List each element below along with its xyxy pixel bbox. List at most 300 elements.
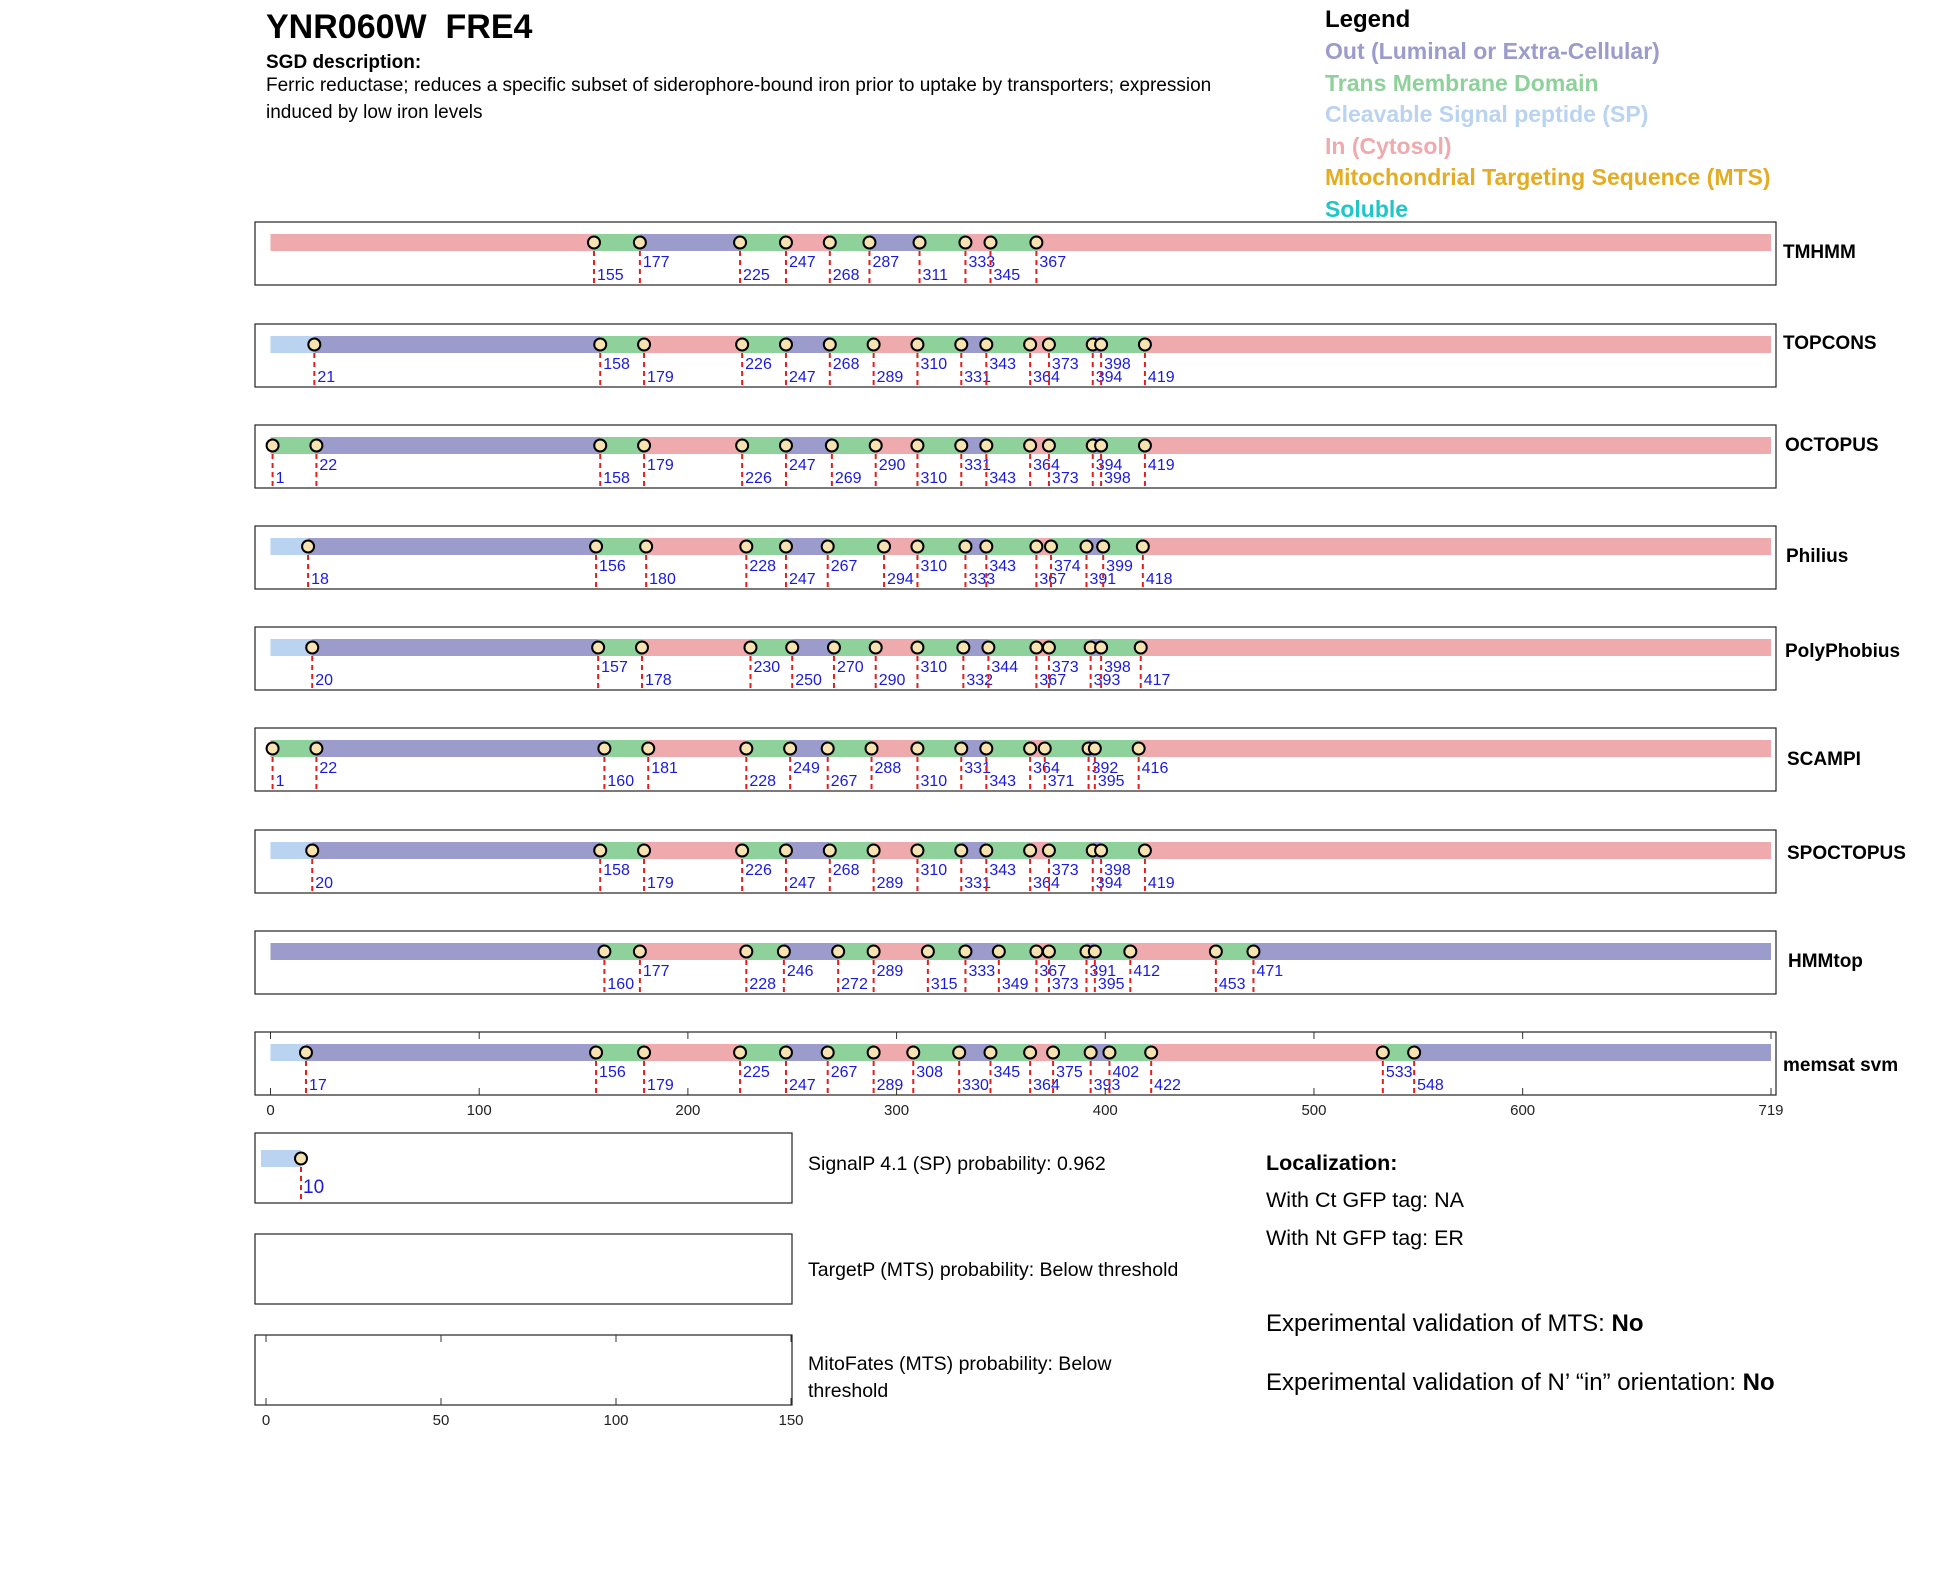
segment-in <box>640 943 746 960</box>
boundary-marker <box>740 541 752 553</box>
boundary-marker <box>980 440 992 452</box>
legend-item-mts: Mitochondrial Targeting Sequence (MTS) <box>1325 164 1771 190</box>
position-label: 373 <box>1051 356 1079 373</box>
position-label: 10 <box>303 1177 325 1198</box>
segment-out <box>316 740 604 757</box>
boundary-marker <box>598 743 610 755</box>
position-label: 289 <box>876 875 904 892</box>
boundary-marker <box>1377 1047 1389 1059</box>
boundary-marker <box>306 642 318 654</box>
position-label: 270 <box>836 659 864 676</box>
position-label: 247 <box>788 1077 816 1094</box>
position-label: 179 <box>647 875 674 892</box>
boundary-marker <box>642 743 654 755</box>
position-label: 373 <box>1051 470 1079 487</box>
boundary-marker <box>594 440 606 452</box>
axis-tick-label: 500 <box>1301 1102 1327 1119</box>
segment-out <box>306 1044 596 1061</box>
boundary-marker <box>1030 541 1042 553</box>
position-label: 177 <box>642 254 670 271</box>
position-label: 230 <box>753 659 781 676</box>
legend-title: Legend <box>1325 6 1411 33</box>
position-label: 247 <box>788 457 816 474</box>
position-label: 419 <box>1147 875 1175 892</box>
position-label: 160 <box>607 976 635 993</box>
boundary-marker <box>1089 743 1101 755</box>
boundary-marker <box>953 1047 965 1059</box>
boundary-marker <box>594 339 606 351</box>
position-label: 310 <box>920 470 948 487</box>
boundary-marker <box>955 845 967 857</box>
orientation-validation <box>1266 1369 1775 1397</box>
position-label: 364 <box>1033 1077 1060 1094</box>
position-label: 371 <box>1047 773 1075 790</box>
boundary-marker <box>1135 642 1147 654</box>
position-label: 158 <box>603 470 630 487</box>
mitofates-probability-line2: threshold <box>808 1380 889 1402</box>
boundary-marker <box>1095 339 1107 351</box>
boundary-marker <box>634 946 646 958</box>
boundary-marker <box>911 743 923 755</box>
position-label: 18 <box>311 571 329 588</box>
boundary-marker <box>1124 946 1136 958</box>
position-label: 249 <box>793 760 820 777</box>
boundary-marker <box>1024 440 1036 452</box>
boundary-marker <box>740 946 752 958</box>
position-label: 331 <box>964 457 991 474</box>
position-label: 333 <box>968 571 996 588</box>
boundary-marker <box>959 541 971 553</box>
position-label: 417 <box>1143 672 1171 689</box>
legend-item-sp: Cleavable Signal peptide (SP) <box>1325 101 1649 127</box>
position-label: 373 <box>1051 976 1079 993</box>
signalp-probability: SignalP 4.1 (SP) probability: 0.962 <box>808 1153 1106 1175</box>
position-label: 268 <box>832 356 860 373</box>
segment-out <box>316 437 600 454</box>
boundary-marker <box>911 541 923 553</box>
position-label: 226 <box>745 470 772 487</box>
orientation-validation-label: Experimental validation of N’ “in” orientation: <box>1266 1369 1743 1396</box>
boundary-marker <box>1043 440 1055 452</box>
position-label: 177 <box>642 963 670 980</box>
position-label: 20 <box>315 672 334 689</box>
segment-in <box>644 336 742 353</box>
boundary-marker <box>993 946 1005 958</box>
position-label: 331 <box>964 875 991 892</box>
segment-in <box>642 639 751 656</box>
legend-item-out: Out (Luminal or Extra-Cellular) <box>1325 38 1660 64</box>
position-label: 228 <box>749 558 777 575</box>
segment-in <box>1145 437 1771 454</box>
position-label: 1 <box>275 773 285 790</box>
position-label: 394 <box>1095 457 1123 474</box>
boundary-marker <box>740 743 752 755</box>
boundary-marker <box>590 541 602 553</box>
position-label: 374 <box>1054 558 1081 575</box>
boundary-marker <box>638 440 650 452</box>
position-label: 398 <box>1104 470 1131 487</box>
boundary-marker <box>634 237 646 249</box>
position-label: 226 <box>745 356 772 373</box>
position-label: 394 <box>1095 875 1123 892</box>
boundary-marker <box>736 339 748 351</box>
position-label: 364 <box>1033 369 1060 386</box>
boundary-marker <box>780 1047 792 1059</box>
boundary-marker <box>984 1047 996 1059</box>
position-label: 375 <box>1056 1064 1083 1081</box>
legend-item-in: In (Cytosol) <box>1325 132 1452 159</box>
signal-axis-tick-label: 50 <box>432 1412 450 1429</box>
boundary-marker <box>780 237 792 249</box>
boundary-marker <box>1030 237 1042 249</box>
segment-in <box>1145 336 1771 353</box>
track-label-spoctopus: SPOCTOPUS <box>1787 843 1906 864</box>
position-label: 344 <box>991 659 1019 676</box>
position-label: 310 <box>920 862 948 879</box>
mts-validation <box>1266 1310 1643 1338</box>
position-label: 333 <box>968 254 996 271</box>
boundary-marker <box>310 440 322 452</box>
position-label: 332 <box>966 672 994 689</box>
position-label: 250 <box>795 672 822 689</box>
segment-tm <box>917 538 965 555</box>
position-label: 399 <box>1106 558 1133 575</box>
signal-axis-tick-label: 100 <box>603 1412 629 1429</box>
segment-out <box>314 336 600 353</box>
boundary-marker <box>911 339 923 351</box>
segment-in <box>1130 943 1216 960</box>
track-label-hmmtop: HMMtop <box>1788 951 1863 972</box>
position-label: 17 <box>308 1077 327 1094</box>
boundary-marker <box>868 845 880 857</box>
segment-in <box>271 234 594 251</box>
position-label: 246 <box>786 963 814 980</box>
signal-box-targetp <box>255 1234 792 1304</box>
boundary-marker <box>984 237 996 249</box>
segment-out <box>1414 1044 1771 1061</box>
signal-box-mitofates <box>255 1335 792 1405</box>
boundary-marker <box>1139 339 1151 351</box>
boundary-marker <box>588 237 600 249</box>
position-label: 179 <box>647 457 674 474</box>
boundary-marker <box>638 1047 650 1059</box>
segment-tm <box>986 538 1036 555</box>
segment-out <box>308 538 596 555</box>
boundary-marker <box>267 440 279 452</box>
position-label: 533 <box>1385 1064 1413 1081</box>
boundary-marker <box>822 1047 834 1059</box>
boundary-marker <box>1024 339 1036 351</box>
boundary-marker <box>1139 845 1151 857</box>
boundary-marker <box>300 1047 312 1059</box>
boundary-marker <box>870 642 882 654</box>
segment-in <box>644 437 742 454</box>
segment-out <box>640 234 740 251</box>
position-label: 268 <box>832 862 860 879</box>
position-label: 367 <box>1039 571 1067 588</box>
segment-in <box>1143 538 1771 555</box>
position-label: 418 <box>1145 571 1173 588</box>
position-label: 178 <box>644 672 672 689</box>
position-label: 310 <box>920 356 948 373</box>
segment-out <box>271 943 605 960</box>
signal-axis-tick-label: 150 <box>778 1412 804 1429</box>
boundary-marker <box>1043 946 1055 958</box>
axis-tick-label: 0 <box>266 1102 275 1119</box>
localization-title: Localization: <box>1266 1151 1398 1175</box>
boundary-marker <box>784 743 796 755</box>
segment-in <box>644 1044 740 1061</box>
position-label: 548 <box>1417 1077 1444 1094</box>
boundary-marker <box>922 946 934 958</box>
legend-item-tm: Trans Membrane Domain <box>1325 69 1599 96</box>
boundary-marker <box>1095 440 1107 452</box>
position-label: 310 <box>920 558 948 575</box>
position-label: 412 <box>1133 963 1161 980</box>
boundary-marker <box>640 541 652 553</box>
boundary-marker <box>1039 743 1051 755</box>
boundary-marker <box>267 743 279 755</box>
position-label: 343 <box>989 558 1017 575</box>
position-label: 349 <box>1001 976 1029 993</box>
boundary-marker <box>598 946 610 958</box>
boundary-marker <box>914 237 926 249</box>
axis-tick-label: 300 <box>884 1102 910 1119</box>
boundary-marker <box>1024 743 1036 755</box>
position-label: 155 <box>596 267 624 284</box>
position-label: 367 <box>1039 672 1067 689</box>
segment-tm <box>828 538 884 555</box>
boundary-marker <box>1085 1047 1097 1059</box>
segment-in <box>648 740 746 757</box>
boundary-marker <box>824 845 836 857</box>
boundary-marker <box>734 1047 746 1059</box>
orientation-validation-value: No <box>1742 1369 1775 1396</box>
position-label: 416 <box>1141 760 1169 777</box>
position-label: 226 <box>745 862 772 879</box>
boundary-marker <box>780 845 792 857</box>
position-label: 373 <box>1051 862 1079 879</box>
position-label: 422 <box>1154 1077 1181 1094</box>
boundary-marker <box>1043 642 1055 654</box>
segment-in <box>1139 740 1771 757</box>
segment-tm <box>596 538 646 555</box>
boundary-marker <box>822 541 834 553</box>
boundary-marker <box>592 642 604 654</box>
axis-tick-label: 719 <box>1758 1102 1784 1119</box>
position-label: 181 <box>651 760 678 777</box>
boundary-marker <box>1030 642 1042 654</box>
position-label: 330 <box>962 1077 989 1094</box>
position-label: 331 <box>964 369 991 386</box>
position-label: 247 <box>788 875 816 892</box>
position-label: 331 <box>964 760 991 777</box>
position-label: 315 <box>930 976 958 993</box>
localization-nt: With Nt GFP tag: ER <box>1266 1226 1464 1250</box>
position-label: 394 <box>1095 369 1123 386</box>
boundary-marker <box>1030 946 1042 958</box>
boundary-marker <box>980 743 992 755</box>
segment-in <box>1151 1044 1383 1061</box>
boundary-marker <box>1024 1047 1036 1059</box>
position-label: 364 <box>1033 760 1060 777</box>
boundary-marker <box>1097 541 1109 553</box>
boundary-marker <box>870 440 882 452</box>
position-label: 391 <box>1089 963 1117 980</box>
position-label: 471 <box>1256 963 1284 980</box>
segment-in <box>644 842 742 859</box>
boundary-marker <box>780 541 792 553</box>
boundary-marker <box>980 339 992 351</box>
position-label: 272 <box>841 976 868 993</box>
boundary-marker <box>1408 1047 1420 1059</box>
boundary-marker <box>1043 339 1055 351</box>
boundary-marker <box>955 743 967 755</box>
boundary-marker <box>744 642 756 654</box>
position-label: 158 <box>603 356 630 373</box>
boundary-marker <box>959 946 971 958</box>
boundary-marker <box>590 1047 602 1059</box>
boundary-marker <box>824 237 836 249</box>
boundary-marker <box>826 440 838 452</box>
boundary-marker <box>980 845 992 857</box>
position-label: 179 <box>647 369 674 386</box>
position-label: 398 <box>1104 356 1131 373</box>
segment-in <box>874 943 928 960</box>
boundary-marker <box>778 946 790 958</box>
segment-in <box>1145 842 1771 859</box>
position-label: 267 <box>830 773 858 790</box>
position-label: 228 <box>749 773 777 790</box>
boundary-marker <box>1024 845 1036 857</box>
position-label: 288 <box>874 760 902 777</box>
track-label-philius: Philius <box>1786 546 1849 567</box>
mts-validation-label: Experimental validation of MTS: <box>1266 1310 1612 1337</box>
targetp-probability: TargetP (MTS) probability: Below threshold <box>808 1259 1179 1281</box>
boundary-marker <box>308 339 320 351</box>
track-label-scampi: SCAMPI <box>1787 749 1861 770</box>
boundary-marker <box>1210 946 1222 958</box>
boundary-marker <box>786 642 798 654</box>
position-label: 364 <box>1033 875 1060 892</box>
position-label: 343 <box>989 470 1017 487</box>
boundary-marker <box>1247 946 1259 958</box>
boundary-marker <box>832 946 844 958</box>
axis-tick-label: 400 <box>1092 1102 1118 1119</box>
position-label: 247 <box>788 571 816 588</box>
position-label: 343 <box>989 356 1017 373</box>
position-label: 156 <box>599 558 626 575</box>
boundary-marker <box>1095 642 1107 654</box>
boundary-marker <box>868 1047 880 1059</box>
position-label: 345 <box>993 267 1021 284</box>
axis-tick-label: 600 <box>1510 1102 1536 1119</box>
position-label: 311 <box>922 267 949 284</box>
boundary-marker <box>828 642 840 654</box>
boundary-marker <box>868 339 880 351</box>
boundary-marker <box>1047 1047 1059 1059</box>
boundary-marker <box>911 642 923 654</box>
mts-validation-value: No <box>1611 1310 1644 1337</box>
segment-in <box>1036 234 1771 251</box>
boundary-marker <box>868 946 880 958</box>
segment-out <box>312 639 598 656</box>
page-title: YNR060W FRE4 <box>266 8 533 46</box>
position-label: 225 <box>743 1064 770 1081</box>
boundary-marker <box>911 845 923 857</box>
position-label: 343 <box>989 773 1017 790</box>
position-label: 395 <box>1097 976 1125 993</box>
position-label: 268 <box>832 267 860 284</box>
boundary-marker <box>824 339 836 351</box>
position-label: 419 <box>1147 457 1175 474</box>
position-label: 395 <box>1097 773 1125 790</box>
position-label: 419 <box>1147 369 1175 386</box>
position-label: 391 <box>1089 571 1117 588</box>
position-label: 289 <box>876 369 904 386</box>
segment-out <box>1253 943 1771 960</box>
axis-tick-label: 100 <box>466 1102 492 1119</box>
position-label: 343 <box>989 862 1017 879</box>
boundary-marker <box>878 541 890 553</box>
position-label: 402 <box>1112 1064 1140 1081</box>
position-label: 158 <box>603 862 630 879</box>
position-label: 269 <box>834 470 862 487</box>
boundary-marker <box>911 440 923 452</box>
position-label: 290 <box>878 457 906 474</box>
boundary-marker <box>310 743 322 755</box>
segment-out <box>312 842 600 859</box>
mitofates-probability-line1: MitoFates (MTS) probability: Below <box>808 1353 1112 1375</box>
position-label: 294 <box>887 571 914 588</box>
position-label: 289 <box>876 963 904 980</box>
boundary-marker <box>955 440 967 452</box>
position-label: 333 <box>968 963 996 980</box>
boundary-marker <box>1145 1047 1157 1059</box>
position-label: 398 <box>1104 659 1131 676</box>
position-label: 225 <box>743 267 770 284</box>
position-label: 179 <box>647 1077 674 1094</box>
sgd-description-text: Ferric reductase; reduces a specific subset of siderophore-bound iron prior to uptake by transporters; expression induced by low iron levels <box>266 75 1212 123</box>
boundary-marker <box>1137 541 1149 553</box>
position-label: 22 <box>319 457 338 474</box>
position-label: 21 <box>317 369 336 386</box>
localization-ct: With Ct GFP tag: NA <box>1266 1188 1464 1212</box>
position-label: 310 <box>920 659 948 676</box>
boundary-marker <box>980 541 992 553</box>
position-label: 160 <box>607 773 635 790</box>
position-label: 290 <box>878 672 906 689</box>
boundary-marker <box>1045 541 1057 553</box>
segment-tm <box>988 639 1036 656</box>
position-label: 157 <box>601 659 628 676</box>
segment-in <box>1141 639 1771 656</box>
boundary-marker <box>1139 440 1151 452</box>
position-label: 156 <box>599 1064 626 1081</box>
position-label: 267 <box>830 558 858 575</box>
boundary-marker <box>295 1153 307 1165</box>
boundary-marker <box>1089 946 1101 958</box>
boundary-marker <box>306 845 318 857</box>
boundary-marker <box>302 541 314 553</box>
track-label-octopus: OCTOPUS <box>1785 435 1879 456</box>
position-label: 392 <box>1091 760 1119 777</box>
track-label-memsat-svm: memsat svm <box>1783 1055 1899 1076</box>
position-label: 247 <box>788 254 816 271</box>
boundary-marker <box>736 440 748 452</box>
boundary-marker <box>1043 845 1055 857</box>
boundary-marker <box>822 743 834 755</box>
